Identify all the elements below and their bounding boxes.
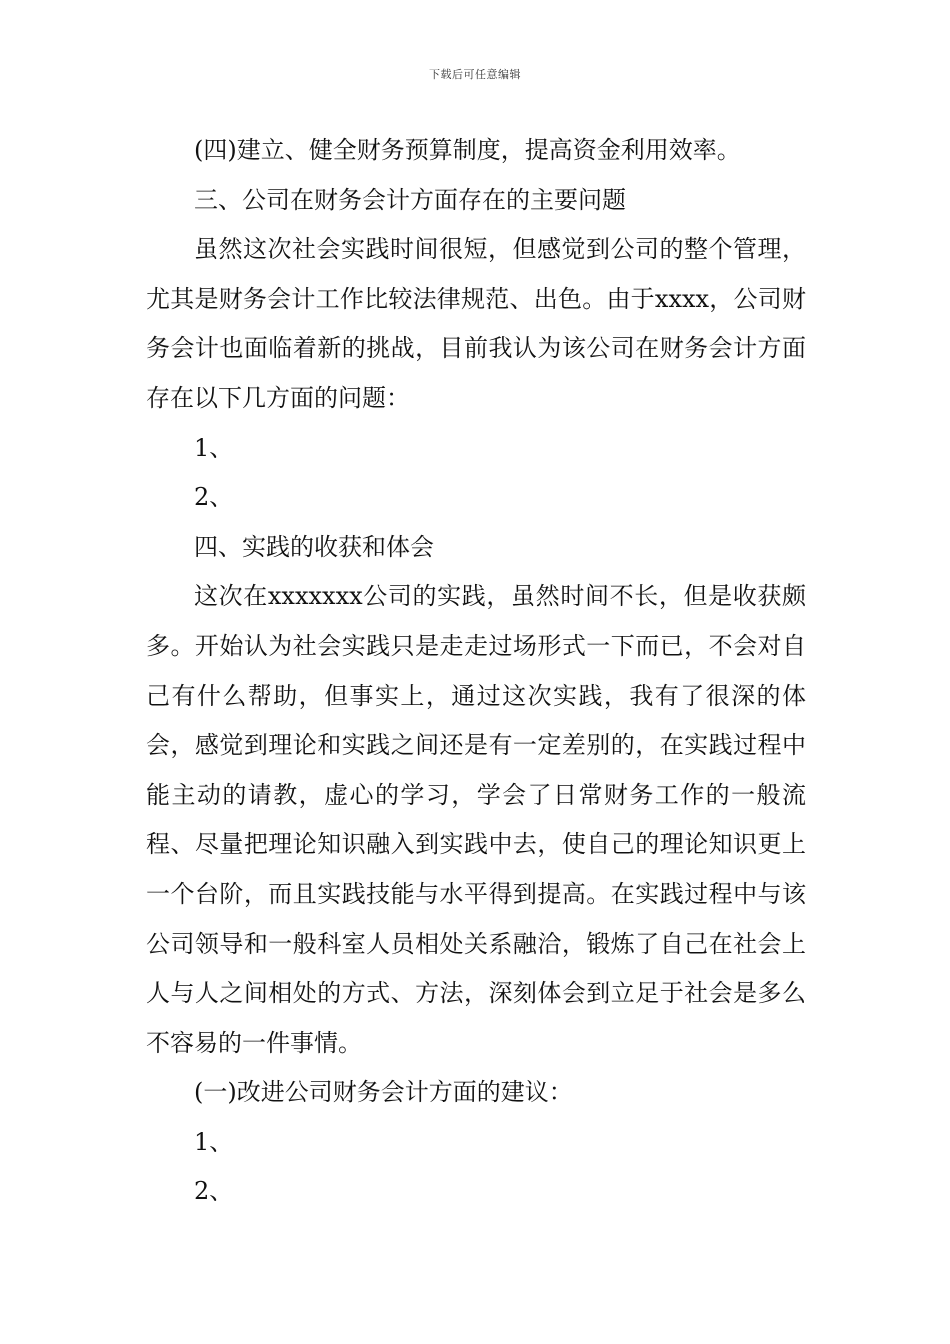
paragraph-gains-experience: 这次在xxxxxxx公司的实践，虽然时间不长，但是收获颇多。开始认为社会实践只是走走过场形式一下而已，不会对自己有什么帮助，但事实上，通过这次实践，我有了很深的体会，感觉到理论和实践之间还是有一定差别的，在实践过程中能主动的请教，虚心的学习，学会了日常财务工作的一般流程、尽量把理论知识融入到实践中去，使自己的理论知识更上一个台阶，而且实践技能与水平得到提高。在实践过程中与该公司领导和一般科室人员相处关系融洽，锻炼了自己在社会上人与人之间相处的方式、方法，深刻体会到立足于社会是多么不容易的一件事情。 [146,582,806,1057]
list-item-suggestion-1: 1、 [194,1127,234,1156]
heading-main-problems: 三、公司在财务会计方面存在的主要问题 [194,185,626,214]
header-note: 下载后可任意编辑 [429,68,521,81]
list-item-problem-2: 2、 [194,483,234,512]
heading-suggestions: (一)改进公司财务会计方面的建议： [194,1078,573,1107]
document-body [146,126,806,1217]
heading-gains-experience: 四、实践的收获和体会 [194,532,434,561]
list-item-problem-1: 1、 [194,433,234,462]
paragraph-problems-intro: 虽然这次社会实践时间很短，但感觉到公司的整个管理，尤其是财务会计工作比较法律规范、出色。由于xxxx，公司财务会计也面临着新的挑战，目前我认为该公司在财务会计方面存在以下几方面的问题： [146,235,806,412]
list-item-suggestion-2: 2、 [194,1177,234,1206]
paragraph-budget-system: (四)建立、健全财务预算制度，提高资金利用效率。 [194,136,741,164]
